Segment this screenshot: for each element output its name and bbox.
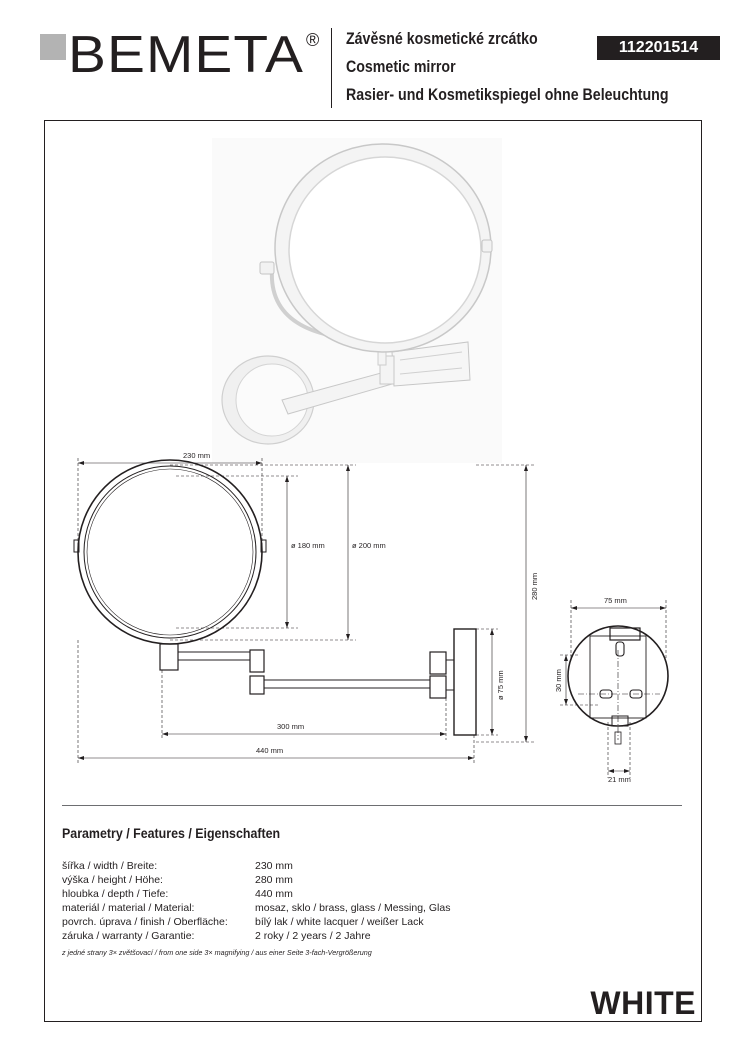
registered-mark: ® [306, 30, 320, 50]
dim-height-label: 280 mm [530, 572, 539, 600]
dim-hole-spacing-label: 21 mm [608, 775, 631, 784]
side-view-drawing [74, 460, 476, 735]
dimension-lines [78, 458, 666, 778]
feature-value: 440 mm [255, 888, 293, 900]
feature-value: mosaz, sklo / brass, glass / Messing, Glas [255, 902, 451, 914]
dim-outer-diameter-label: ø 200 mm [352, 541, 386, 550]
feature-label: hloubka / depth / Tiefe: [62, 888, 169, 900]
product-code: 112201514 [597, 36, 720, 60]
feature-label: materiál / material / Material: [62, 902, 195, 914]
dim-plate-width-label: 75 mm [604, 596, 627, 605]
dim-plate-offset-label: 30 mm [554, 669, 563, 692]
feature-value: 230 mm [255, 860, 293, 872]
magnification-note: z jedné strany 3× zvětšovací / from one side 3× magnifying / aus einer Seite 3-fach-Vergrößerung [62, 948, 372, 957]
dim-base-diameter-label: ø 75 mm [496, 670, 505, 700]
dim-inner-diameter-label: ø 180 mm [291, 541, 325, 550]
feature-value: 280 mm [255, 874, 293, 886]
title-en: Cosmetic mirror [346, 58, 456, 76]
dimension-arrows [78, 461, 666, 773]
feature-label: výška / height / Höhe: [62, 874, 163, 886]
title-de: Rasier- und Kosmetikspiegel ohne Beleuchtung [346, 86, 669, 104]
dim-width-label: 230 mm [183, 451, 211, 460]
dim-arm-length-label: 300 mm [277, 722, 305, 731]
feature-value: bílý lak / white lacquer / weißer Lack [255, 916, 424, 928]
title-cs: Závěsné kosmetické zrcátko [346, 30, 538, 48]
dim-total-depth-label: 440 mm [256, 746, 284, 755]
feature-label: povrch. úprava / finish / Oberfläche: [62, 916, 228, 928]
feature-label: záruka / warranty / Garantie: [62, 930, 195, 942]
product-render [212, 138, 502, 463]
section-divider [62, 805, 682, 806]
feature-value: 2 roky / 2 years / 2 Jahre [255, 930, 371, 942]
brand-name: BEMETA [68, 26, 304, 82]
features-heading: Parametry / Features / Eigenschaften [62, 826, 281, 841]
finish-label: WHITE [590, 985, 696, 1021]
mounting-plate-drawing [568, 626, 668, 744]
feature-label: šířka / width / Breite: [62, 860, 158, 872]
